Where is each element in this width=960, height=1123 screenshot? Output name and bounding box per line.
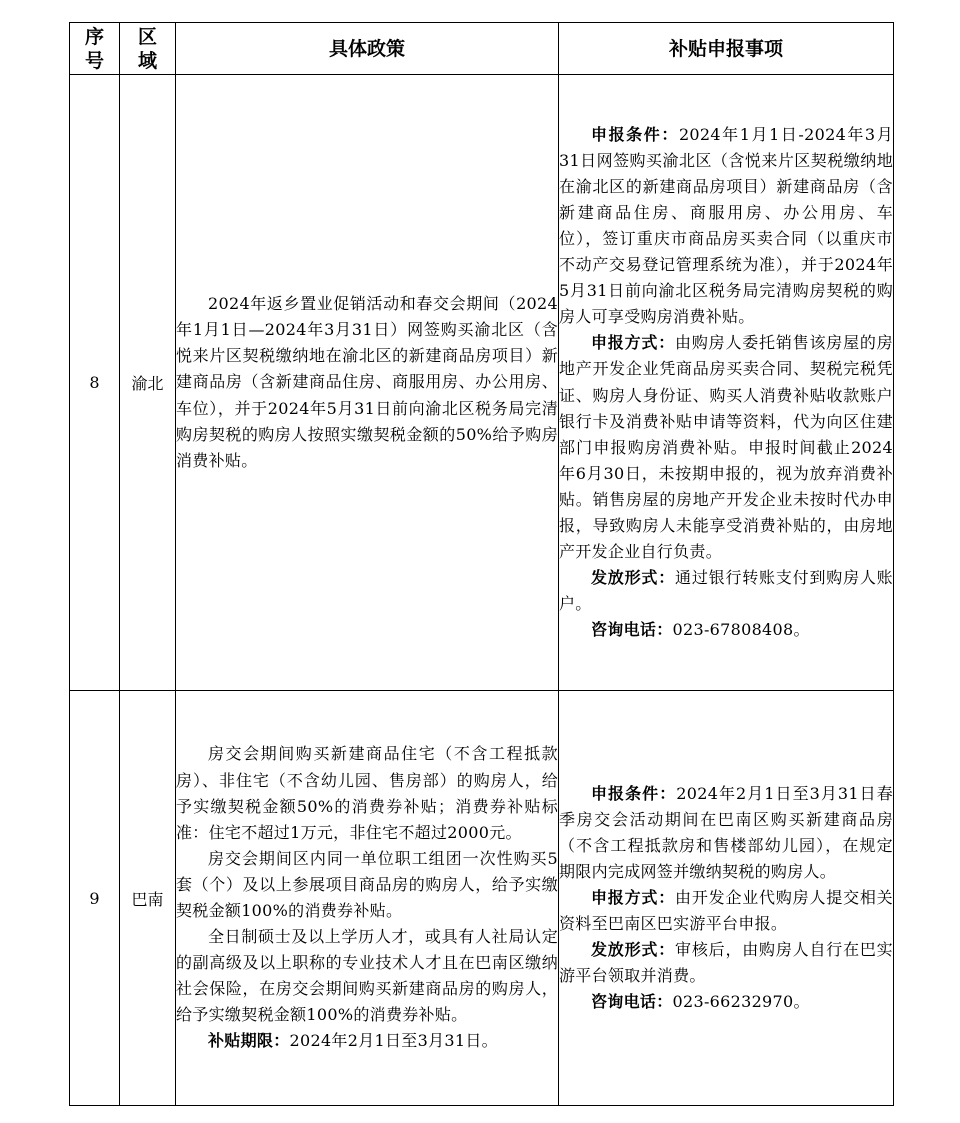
header-area: 区 域 [120,23,176,75]
table-row-9 [70,691,894,1106]
item-hotline: 咨询电话：023-66232970。 [591,992,810,1012]
item-payment-form: 发放形式：审核后，由购房人自行在巴实游平台领取并消费。 [559,940,893,986]
policy-paragraph: 全日制硕士及以上学历人才，或具有人社局认定的副高级及以上职称的专业技术人才且在巴南区缴纳社会保险，在房交会期间购买新建商品房的购房人，给予实缴契税金额100%的消费券补贴。 [176,927,558,1025]
policy-paragraph: 房交会期间购买新建商品住宅（不含工程抵款房）、非住宅（不含幼儿园、售房部）的购房人，给予实缴契税金额50%的消费券补贴；消费券补贴标准：住宅不超过1万元，非住宅不超过2000元。 [176,744,558,842]
items-cell [559,691,894,1106]
item-hotline: 咨询电话：023-67808408。 [591,620,810,640]
header-items: 补贴申报事项 [559,23,894,75]
policy-period: 补贴期限：2024年2月1日至3月31日。 [208,1031,498,1051]
row-number: 8 [70,75,120,691]
table-row-8 [70,75,894,691]
items-cell [559,75,894,691]
item-apply-method: 申报方式：由购房人委托销售该房屋的房地产开发企业凭商品房买卖合同、契税完税凭证、购房人身份证、购买人消费补贴收款账户银行卡及消费补贴申请等资料，代为向区住建部门申报购房消费补贴。申报时间截止2024年6月30日，未按期申报的，视为放弃消费补贴。销售房屋的房地产开发企业未按时代办申报，导致购房人未能享受消费补贴的，由房地产开发企业自行负责。 [559,333,893,562]
policy-table [69,22,894,1106]
row-area: 渝北 [120,75,176,691]
header-num: 序 号 [70,23,120,75]
policy-paragraph: 房交会期间区内同一单位职工组团一次性购买5套（个）及以上参展项目商品房的购房人，给予实缴契税金额100%的消费券补贴。 [176,848,558,920]
row-area: 巴南 [120,691,176,1106]
policy-cell [176,75,559,691]
item-apply-method: 申报方式：由开发企业代购房人提交相关资料至巴南区巴实游平台申报。 [559,887,893,934]
policy-paragraph: 2024年返乡置业促销活动和春交会期间（2024年1月1日—2024年3月31日）网签购买渝北区（含悦来片区契税缴纳地在渝北区的新建商品房项目）新建商品房（含新建商品住房、商服用房、办公用房、车位），并于2024年5月31日前向渝北区税务局完清购房契税的购房人按照实缴契税金额的50%给予购房消费补贴。 [176,294,558,470]
item-apply-conditions: 申报条件：2024年1月1日-2024年3月31日网签购买渝北区（含悦来片区契税缴纳地在渝北区的新建商品房项目）新建商品房（含新建商品住房、商服用房、办公用房、车位），签订重庆市商品房买卖合同（以重庆市不动产交易登记管理系统为准），并于2024年5月31日前向渝北区税务局完清购房契税的购房人可享受购房消费补贴。 [559,124,893,327]
item-payment-form: 发放形式：通过银行转账支付到购房人账户。 [559,568,893,614]
row-number: 9 [70,691,120,1106]
item-apply-conditions: 申报条件：2024年2月1日至3月31日春季房交会活动期间在巴南区购买新建商品房（不含工程抵款房和售楼部幼儿园），在规定期限内完成网签并缴纳契税的购房人。 [559,783,893,881]
header-row [70,23,894,75]
policy-cell [176,691,559,1106]
header-policy: 具体政策 [176,23,559,75]
